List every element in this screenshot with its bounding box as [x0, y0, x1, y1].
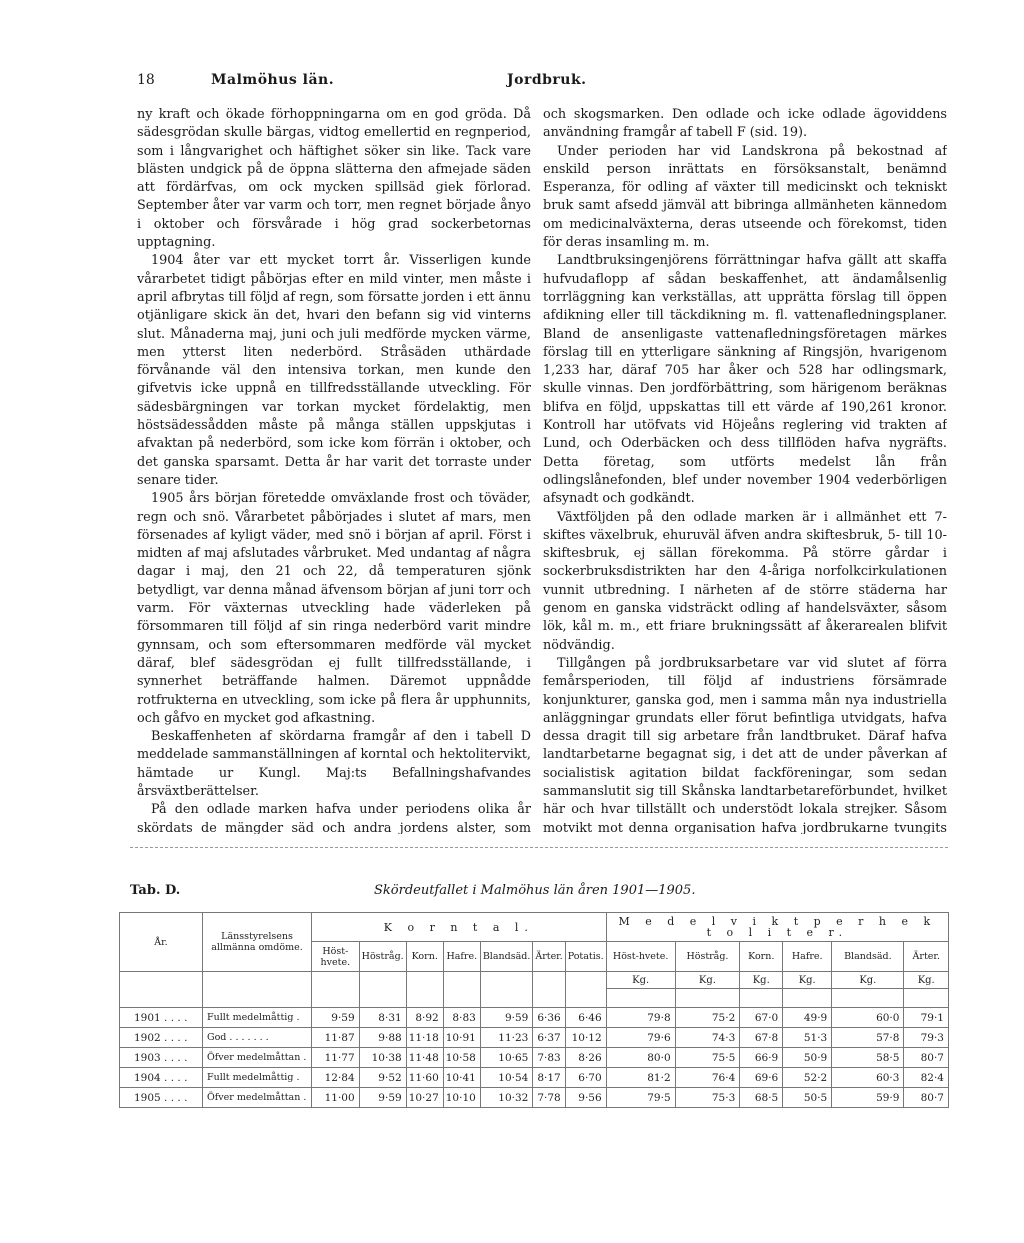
cell-medelvikt: 66·9: [740, 1048, 783, 1068]
cell-kornt: 7·83: [533, 1048, 565, 1068]
page-number: 18: [137, 72, 155, 88]
col-header-kornt: Höst-hvete.: [312, 942, 360, 972]
cell-medelvikt: 79·3: [904, 1028, 949, 1048]
cell-kornt: 10·10: [443, 1088, 480, 1108]
cell-kornt: 6·46: [565, 1008, 606, 1028]
cell-kornt: 8·92: [406, 1008, 443, 1028]
paragraph: 1904 åter var ett mycket torrt år. Visserligen kunde vårarbetet tidigt påbörjas efter en mild vinter, men måste i april afbrytas till följd af regn, som försatte jorden i ett ännu otjänligare skick än det, hvari den befann sig vid vinterns slut. Månaderna maj, juni och juli medförde mycken värme, men ytterst liten nederbörd. Stråsäden uthärdade förvånande väl den intensiva torkan, men kunde den gifvetvis icke uppnå en tillfredsställande utveckling. För sädesbärgningen var torkan mycket fördelaktig, men höstsädessådden måste på många ställen uppskjutas i afvaktan på nederbörd, som icke kom förrän i oktober, och det ganska sparsamt. Detta år har varit det torraste under senare tider.: [137, 253, 531, 488]
cell-medelvikt: 58·5: [832, 1048, 904, 1068]
table-row: [120, 1028, 949, 1048]
cell-medelvikt: 80·7: [904, 1088, 949, 1108]
left-text-column: [137, 106, 531, 834]
cell-medelvikt: 76·4: [675, 1068, 740, 1088]
unit-label: Kg.: [675, 972, 740, 989]
cell-kornt: 7·78: [533, 1088, 565, 1108]
col-header-kornt: Korn.: [406, 942, 443, 972]
cell-medelvikt: 75·3: [675, 1088, 740, 1108]
col-header-kornt: Blandsäd.: [480, 942, 533, 972]
col-header-kornt: Hafre.: [443, 942, 480, 972]
cell-year: 1903 . . . .: [120, 1048, 203, 1068]
paragraph: ny kraft och ökade förhoppningarna om en god gröda. Då sädesgrödan skulle bärgas, vidtog emellertid en regnperiod, som i långvarighet och häftighet söker sin like. Tack vare blästen undgick på de öppna slätterna den afmejade säden att fördärfvas, om ock mycken spillsäd giek förlorad. September åter var varm och torr, men regnet började ånyo i oktober och försvårade i hög grad sockerbetornas upptagning.: [137, 107, 531, 251]
cell-kornt: 10·58: [443, 1048, 480, 1068]
cell-kornt: 10·54: [480, 1068, 533, 1088]
cell-kornt: 10·27: [406, 1088, 443, 1108]
cell-medelvikt: 80·0: [606, 1048, 675, 1068]
cell-kornt: 11·87: [312, 1028, 360, 1048]
cell-year: 1901 . . . .: [120, 1008, 203, 1028]
cell-kornt: 9·59: [359, 1088, 406, 1108]
cell-year: 1902 . . . .: [120, 1028, 203, 1048]
paragraph: Beskaffenheten af skördarna framgår af den i tabell D meddelade sammanställningen af korntal och hektolitervikt, hämtade ur Kungl. Maj:ts Befallningshafvandes årsväxtberättelser.: [137, 729, 531, 799]
cell-kornt: 9·59: [480, 1008, 533, 1028]
cell-medelvikt: 59·9: [832, 1088, 904, 1108]
cell-kornt: 10·91: [443, 1028, 480, 1048]
table-body: [120, 1008, 949, 1108]
unit-label: Kg.: [606, 972, 675, 989]
paragraph: Tillgången på jordbruksarbetare var vid slutet af förra femårsperioden, till följd af industriens försämrade konjunkturer, ganska god, men i samma mån nya industriella anläggningar grundats eller förut befintliga utvidgats, hafva dessa dragit till sig arbetare från landtbruket. Däraf hafva landtarbetarne begagnat sig, i det att de under påverkan af socialistisk agitation bildat fackföreningar, som sedan sammanslutit sig till Skånska landtarbetareförbundet, hvilket här och hvar tillställt och understödt lokala strejker. Såsom motvikt mot denna organisation hafva jordbrukarne tvungits: [543, 655, 947, 834]
cell-kornt: 9·59: [312, 1008, 360, 1028]
cell-judgement: Fullt medelmåttig .: [203, 1008, 312, 1028]
cell-kornt: 12·84: [312, 1068, 360, 1088]
cell-judgement: Öfver medelmåttan .: [203, 1088, 312, 1108]
cell-medelvikt: 52·2: [783, 1068, 832, 1088]
cell-kornt: 9·56: [565, 1088, 606, 1108]
cell-kornt: 11·48: [406, 1048, 443, 1068]
cell-medelvikt: 50·5: [783, 1088, 832, 1108]
cell-kornt: 9·88: [359, 1028, 406, 1048]
cell-judgement: God . . . . . . .: [203, 1028, 312, 1048]
unit-label: Kg.: [740, 972, 783, 989]
cell-kornt: 11·77: [312, 1048, 360, 1068]
right-text-column: [543, 106, 947, 834]
table-row: [120, 1088, 949, 1108]
cell-medelvikt: 68·5: [740, 1088, 783, 1108]
unit-label: Kg.: [904, 972, 949, 989]
paragraph: och skogsmarken. Den odlade och icke odlade ägoviddens användning framgår af tabell F (sid. 19).: [543, 107, 947, 141]
cell-kornt: 8·17: [533, 1068, 565, 1088]
cell-kornt: 10·41: [443, 1068, 480, 1088]
unit-label: Kg.: [783, 972, 832, 989]
cell-kornt: 8·26: [565, 1048, 606, 1068]
table-label: Tab. D.: [130, 883, 181, 898]
page-header: [137, 72, 947, 94]
cell-kornt: 11·23: [480, 1028, 533, 1048]
cell-medelvikt: 69·6: [740, 1068, 783, 1088]
cell-medelvikt: 50·9: [783, 1048, 832, 1068]
cell-kornt: 11·18: [406, 1028, 443, 1048]
cell-medelvikt: 49·9: [783, 1008, 832, 1028]
col-header-medelvikt: Hafre.: [783, 942, 832, 972]
cell-medelvikt: 60·0: [832, 1008, 904, 1028]
cell-medelvikt: 75·2: [675, 1008, 740, 1028]
cell-medelvikt: 79·6: [606, 1028, 675, 1048]
cell-medelvikt: 57·8: [832, 1028, 904, 1048]
cell-year: 1904 . . . .: [120, 1068, 203, 1088]
cell-medelvikt: 82·4: [904, 1068, 949, 1088]
cell-medelvikt: 67·8: [740, 1028, 783, 1048]
col-header-kornt: Ärter.: [533, 942, 565, 972]
col-header-kornt: Potatis.: [565, 942, 606, 972]
cell-medelvikt: 80·7: [904, 1048, 949, 1068]
cell-medelvikt: 79·8: [606, 1008, 675, 1028]
paragraph: Under perioden har vid Landskrona på bekostnad af enskild person inrättats en försöksanstalt, benämnd Esperanza, för odling af växter till medicinskt och tekniskt bruk samt afsedd jämväl att bibringa allmänheten kännedom om medicinalväxterna, deras utseende och förekomst, tiden för deras insamling m. m.: [543, 143, 947, 251]
cell-kornt: 10·12: [565, 1028, 606, 1048]
cell-medelvikt: 79·1: [904, 1008, 949, 1028]
cell-kornt: 6·70: [565, 1068, 606, 1088]
cell-medelvikt: 75·5: [675, 1048, 740, 1068]
paragraph: Växtföljden på den odlade marken är i allmänhet ett 7-skiftes växelbruk, ehuruväl äfven andra skiftesbruk, 5- till 10-skiftesbruk, ej sällan förekomma. På större gårdar i sockerbruksdistrikten har den 4-åriga norfolkcirkulationen vunnit utbredning. I närheten af de större städerna har genom en ganska vidsträckt odling af handelsväxter, såsom lök, kål m. m., ett friare brukningssätt af åkerarealen blifvit nödvändig.: [543, 509, 947, 653]
table-title: Skördeutfallet i Malmöhus län åren 1901—1905.: [374, 883, 696, 898]
cell-medelvikt: 74·3: [675, 1028, 740, 1048]
cell-year: 1905 . . . .: [120, 1088, 203, 1108]
cell-kornt: 11·60: [406, 1068, 443, 1088]
table-row: [120, 1068, 949, 1088]
cell-medelvikt: 67·0: [740, 1008, 783, 1028]
col-header-medelvikt: Blandsäd.: [832, 942, 904, 972]
cell-medelvikt: 60·3: [832, 1068, 904, 1088]
col-header-medelvikt: Ärter.: [904, 942, 949, 972]
cell-kornt: 10·32: [480, 1088, 533, 1108]
harvest-table: [119, 912, 949, 1108]
cell-medelvikt: 79·5: [606, 1088, 675, 1108]
cell-kornt: 9·52: [359, 1068, 406, 1088]
group-header-kornt: K o r n t a l.: [312, 913, 607, 942]
cell-judgement: Fullt medelmåttig .: [203, 1068, 312, 1088]
col-header-kornt: Höstråg.: [359, 942, 406, 972]
table-row: [120, 1008, 949, 1028]
paragraph: På den odlade marken hafva under periodens olika år skördats de mängder säd och andra jordens alster, som: [137, 802, 531, 834]
running-title-county: Malmöhus län.: [211, 72, 335, 88]
cell-kornt: 11·00: [312, 1088, 360, 1108]
col-header-judgement: Länsstyrelsens allmänna omdöme.: [203, 913, 312, 972]
col-header-medelvikt: Höst-hvete.: [606, 942, 675, 972]
col-header-medelvikt: Höstråg.: [675, 942, 740, 972]
cell-medelvikt: 51·3: [783, 1028, 832, 1048]
cell-kornt: 8·83: [443, 1008, 480, 1028]
group-header-medelvikt: M e d e l v i k t p e r h e k t o l i t e r.: [606, 913, 948, 942]
cell-medelvikt: 81·2: [606, 1068, 675, 1088]
running-title-section: Jordbruk.: [507, 72, 587, 88]
cell-judgement: Öfver medelmåttan .: [203, 1048, 312, 1068]
col-header-medelvikt: Korn.: [740, 942, 783, 972]
cell-kornt: 8·31: [359, 1008, 406, 1028]
cell-kornt: 10·38: [359, 1048, 406, 1068]
section-divider: [130, 847, 948, 848]
table-row: [120, 1048, 949, 1068]
cell-kornt: 6·36: [533, 1008, 565, 1028]
cell-kornt: 10·65: [480, 1048, 533, 1068]
cell-kornt: 6·37: [533, 1028, 565, 1048]
col-header-year: År.: [120, 913, 203, 972]
unit-label: Kg.: [832, 972, 904, 989]
paragraph: Landtbruksingenjörens förrättningar hafva gällt att skaffa hufvudaflopp af sådan beskaffenhet, att ändamålsenlig torrläggning kan verkställas, att upprätta förslag till öppen afdikning eller till täckdikning m. fl. vattenafledningsplaner. Bland de ansenligaste vattenafledningsföretagen märkes förslag till en ytterligare sänkning af Ringsjön, hvarigenom 1,233 har, däraf 705 har åker och 528 har odlingsmark, skulle vinnas. Den jordförbättring, som härigenom beräknas blifva en följd, uppskattas till ett värde af 190,261 kronor. Kontroll har utöfvats vid Höjeåns reglering vid trakten af Lund, och Oderbäcken och dess tillflöden hafva nygräfts. Detta företag, som utförts medelst lån från odlingslånefonden, blef under november 1904 vederbörligen afsynadt och godkändt.: [543, 253, 947, 507]
paragraph: 1905 års början företedde omväxlande frost och töväder, regn och snö. Vårarbetet påbörjades i slutet af mars, men försenades af kyligt väder, med snö i början af april. Först i midten af maj afslutades vårbruket. Med undantag af några dagar i maj, den 21 och 22, då temperaturen sjönk betydligt, var denna månad äfvensom början af juni torr och varm. För växternas utveckling hade väderleken på försommaren till följd af sin ringa nederbörd varit mindre gynnsam, och som eftersommaren medförde väl mycket däraf, blef sädesgrödan ej fullt tillfredsställande, i synnerhet beträffande halmen. Däremot uppnådde rotfrukterna en utveckling, som icke på flera år upphunnits, och gåfvo en mycket god afkastning.: [137, 491, 531, 726]
